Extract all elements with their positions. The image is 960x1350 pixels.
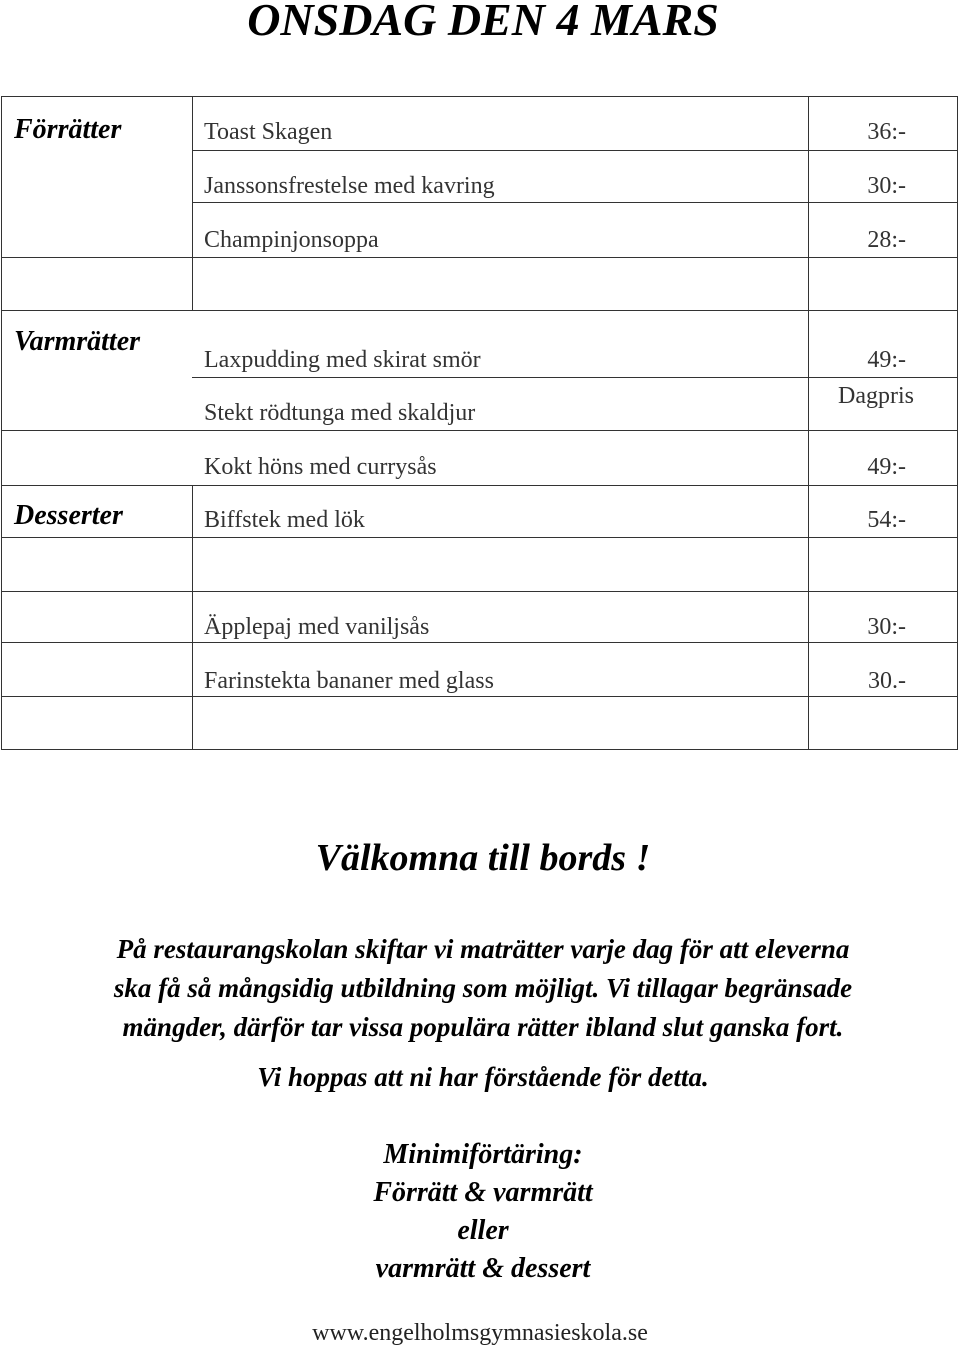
dish-name: Farinstekta bananer med glass (204, 668, 494, 694)
info-line: ska få så mångsidig utbildning som möjligt. Vi tillagar begränsade (113, 973, 853, 1003)
dish-name: Biffstek med lök (204, 507, 365, 533)
category-mains: Varmrätter (14, 326, 141, 357)
row-divider (1, 310, 957, 311)
dish-price: 30.- (868, 668, 906, 694)
website-link[interactable]: www.engelholmsgymnasieskola.se (312, 1320, 648, 1346)
dish-name: Kokt höns med currysås (204, 454, 437, 480)
dish-price: 36:- (867, 119, 906, 145)
minimum-option: Förrätt & varmrätt (373, 1177, 593, 1208)
minimum-heading: Minimiförtäring: (383, 1139, 583, 1170)
dish-price: 54:- (867, 507, 906, 533)
category-desserts: Desserter (14, 500, 123, 531)
dish-name: Äpplepaj med vaniljsås (204, 614, 430, 640)
row-divider (1, 537, 957, 538)
row-divider (1, 642, 957, 643)
minimum-order (0, 1136, 960, 1288)
hope-text: Vi hoppas att ni har förstående för detta. (257, 1062, 709, 1092)
minimum-option: varmrätt & dessert (375, 1253, 591, 1284)
column-divider (192, 485, 193, 749)
dish-name: Janssonsfrestelse med kavring (204, 173, 495, 199)
column-divider (192, 96, 193, 310)
dish-name: Laxpudding med skirat smör (204, 347, 481, 373)
row-divider (1, 257, 957, 258)
dish-price: 28:- (867, 227, 906, 253)
dish-price: 49:- (867, 347, 906, 373)
row-divider (192, 150, 957, 151)
category-starters: Förrätter (14, 114, 122, 145)
info-paragraph (8, 930, 958, 1047)
dish-price: 49:- (867, 454, 906, 480)
row-divider (1, 430, 957, 431)
row-divider (192, 377, 957, 378)
page-title: ONSDAG DEN 4 MARS (247, 0, 719, 45)
dish-name: Toast Skagen (204, 119, 333, 145)
row-divider (1, 591, 957, 592)
row-divider (1, 696, 957, 697)
dish-price: 30:- (867, 614, 906, 640)
welcome-heading: Välkomna till bords ! (315, 837, 651, 879)
column-divider (808, 96, 809, 749)
row-divider (192, 202, 957, 203)
dish-price: Dagpris (838, 383, 914, 409)
dish-name: Stekt rödtunga med skaldjur (204, 400, 476, 426)
minimum-or: eller (457, 1215, 509, 1246)
row-divider (1, 485, 957, 486)
dish-price: 30:- (867, 173, 906, 199)
dish-name: Champinjonsoppa (204, 227, 379, 253)
info-line: På restaurangskolan skiftar vi maträtter varje dag för att eleverna (116, 934, 850, 964)
menu-table (0, 96, 958, 750)
info-line: mängder, därför tar vissa populära rätter ibland slut ganska fort. (122, 1012, 844, 1042)
